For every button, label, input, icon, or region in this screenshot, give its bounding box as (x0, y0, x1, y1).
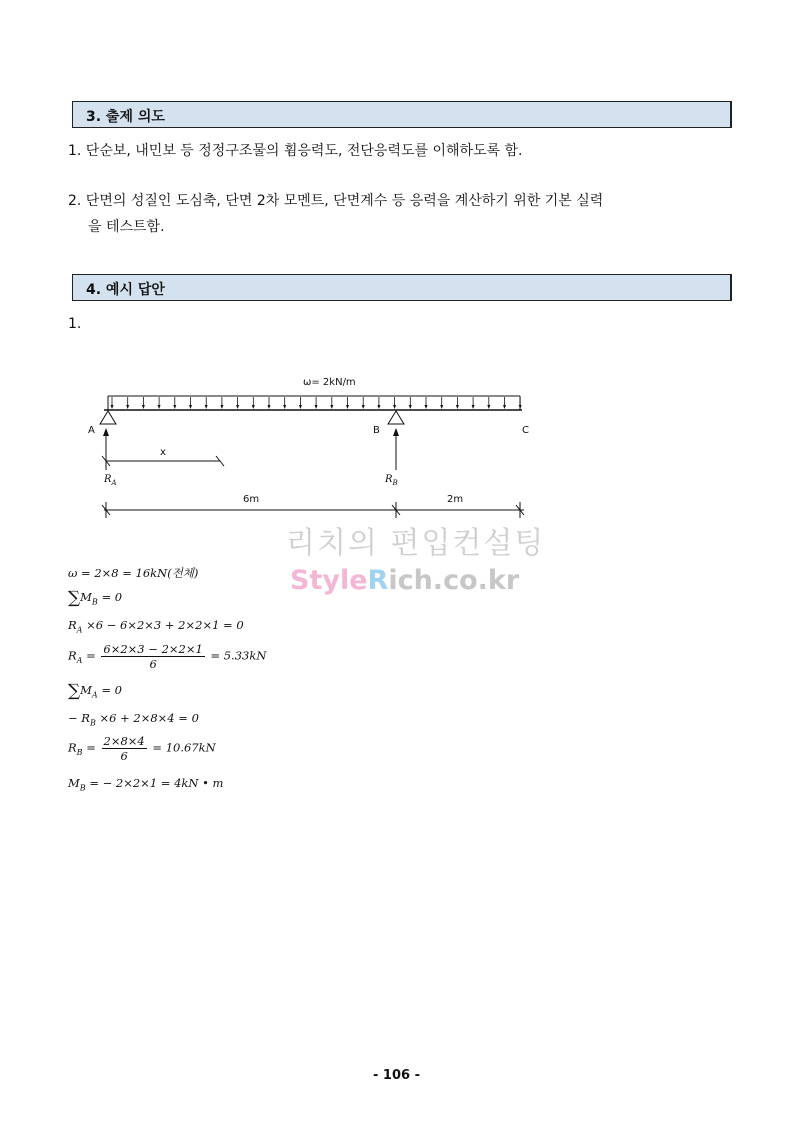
rb-sub: B (392, 479, 398, 487)
svg-text:RB (384, 474, 398, 487)
load-arrow-head (330, 405, 333, 409)
load-arrow-head (126, 405, 129, 409)
support-a (100, 411, 116, 424)
load-arrow-head (283, 405, 286, 409)
load-arrow-head (503, 405, 506, 409)
x-label: x (160, 447, 166, 458)
rb-label: R (385, 474, 393, 485)
load-arrow-head (220, 405, 223, 409)
reaction-a-arrow (103, 428, 109, 436)
watermark-logo (290, 565, 519, 596)
load-arrow-head (472, 405, 475, 409)
reaction-b-arrow (393, 428, 399, 436)
section-3-item-1: 1. 단순보, 내민보 등 정정구조물의 휨응력도, 전단응력도를 이해하도록 함. (68, 143, 523, 159)
watermark-style: Style (290, 565, 368, 596)
load-arrow-head (173, 405, 176, 409)
load-arrow-head (111, 405, 114, 409)
load-arrow-head (268, 405, 271, 409)
load-arrow-head (487, 405, 490, 409)
beam-diagram (0, 0, 793, 560)
sigma-icon: ∑ (68, 588, 81, 608)
section-3-title: 3. 출제 의도 (86, 109, 165, 125)
support-b (388, 411, 404, 424)
load-arrow-head (409, 405, 412, 409)
watermark-korean: 리치의 편입컨설팅 (286, 526, 546, 561)
load-arrow-head (440, 405, 443, 409)
equation-total-load: ω = 2×8 = 16kN(전체) (68, 566, 199, 580)
svg-text:RA (103, 474, 117, 487)
load-arrow-head (205, 405, 208, 409)
equation-sum-ma: $\sum M_A = 0$ (68, 681, 122, 701)
load-arrow-head (456, 405, 459, 409)
equation-moment-a: − $R_B \times 6 + 2\times 8\times 4 = 0$ (68, 711, 199, 728)
ra-label: R (104, 474, 112, 485)
load-arrow-head (346, 405, 349, 409)
watermark-r: R (367, 565, 389, 596)
point-c-label: C (522, 425, 529, 436)
section-3-item-2-line-2: 을 테스트함. (88, 219, 165, 235)
span-ab-label: 6m (243, 494, 260, 505)
equation-moment-b: $R_A \times 6 - 6\times 2\times 3 + 2\times 2\times 1 = 0$ (68, 618, 244, 635)
load-arrow-head (189, 405, 192, 409)
load-arrow-head (236, 405, 239, 409)
load-arrow-head (142, 405, 145, 409)
sigma-icon: ∑ (68, 681, 81, 701)
equation-sum-mb: $\sum M_B = 0$ (68, 588, 123, 608)
equation-mb: $M_B$ = − 2×2×1 = 4kN • m (68, 776, 224, 793)
load-arrow-head (252, 405, 255, 409)
ra-sub: A (111, 479, 117, 487)
load-arrows (111, 397, 522, 409)
equation-rb: $R_B$ = $\frac{2\times 8\times 4}{6}$ = 10.67kN (68, 734, 216, 763)
point-a-label: A (88, 425, 95, 436)
load-arrow-head (393, 405, 396, 409)
section-4-title: 4. 예시 답안 (86, 282, 165, 298)
load-arrow-head (519, 405, 522, 409)
load-arrow-head (425, 405, 428, 409)
load-arrow-head (377, 405, 380, 409)
span-bc-label: 2m (447, 494, 464, 505)
load-label: ω= 2kN/m (303, 377, 356, 388)
load-arrow-head (158, 405, 161, 409)
section-4-item-1: 1. (68, 316, 82, 332)
point-b-label: B (373, 425, 380, 436)
load-arrow-head (362, 405, 365, 409)
equation-ra: $R_A$ = $\frac{6\times 2\times 3 - 2\times 2\times 1}{6}$ = 5.33kN (68, 642, 267, 671)
load-arrow-head (315, 405, 318, 409)
page-number: - 106 - (373, 1068, 420, 1083)
watermark-domain: ich.co.kr (388, 565, 520, 596)
section-3-item-2-line-1: 2. 단면의 성질인 도심축, 단면 2차 모멘트, 단면계수 등 응력을 계산하기 위한 기본 실력 (68, 193, 604, 209)
load-arrow-head (299, 405, 302, 409)
